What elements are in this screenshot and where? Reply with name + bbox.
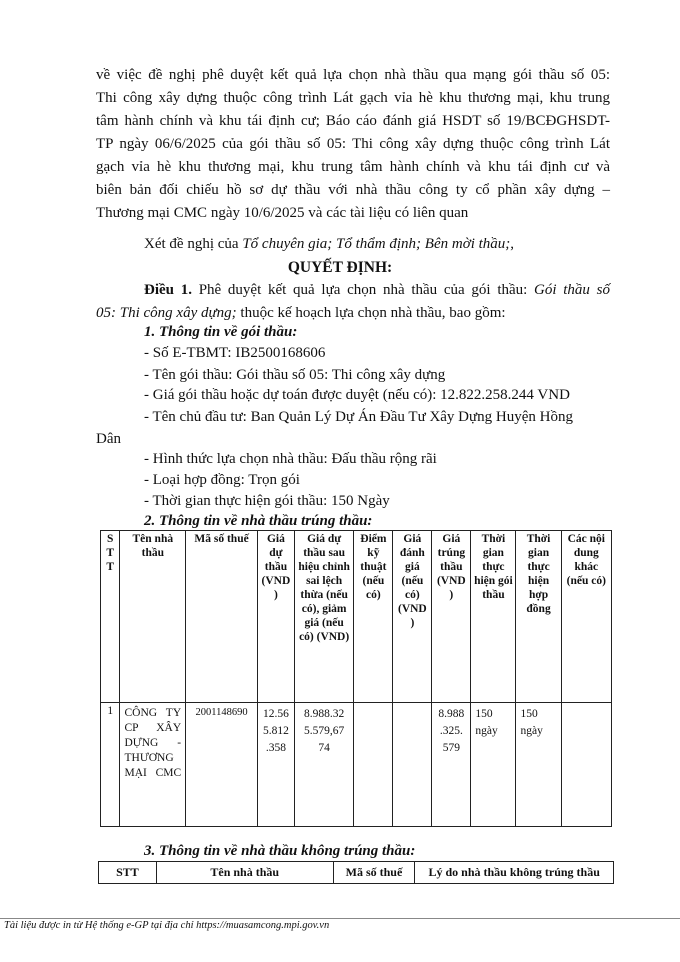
cell-time-contract: 150 ngày [516,703,561,827]
intro-line: về việc đề nghị phê duyệt kết quả lựa chọn nhà thầu qua mạng gói thầu số 05: [96,67,610,83]
section1-item: - Giá gói thầu hoặc dự toán được duyệt (nếu có): 12.822.258.244 VND [144,387,570,403]
intro-line: Thi công xây dựng thuộc công trình Lát gạch vỉa hè khu thương mại, khu trung [96,90,610,106]
cell-adjusted: 8.988.32 5.579,67 74 [294,703,354,827]
section3-title: 3. Thông tin về nhà thầu không trúng thầu: [144,843,416,859]
footer-divider [0,918,680,919]
consider-italic: Tổ chuyên gia; Tổ thẩm định; Bên mời thầu; [242,236,511,252]
table-header-row [99,862,614,884]
intro-line: gạch vỉa hè khu thương mại, khu trung tâm hành chính và khu tái định cư và [96,159,610,175]
article1-label: Điều 1. [144,282,192,298]
table-row [101,703,612,827]
header-cell: S T T [101,531,120,703]
header-cell: Giá dự thầu (VND ) [257,531,294,703]
header-cell: Tên nhà thầu [120,531,186,703]
header-cell: Giá dự thầu sau hiệu chỉnh sai lệch thừa (nếu có), giảm giá (nếu có) (VND) [294,531,354,703]
cell-eval [393,703,432,827]
section1-item: - Thời gian thực hiện gói thầu: 150 Ngày [144,493,390,509]
section1-item: - Tên gói thầu: Gói thầu số 05: Thi công xây dựng [144,367,446,383]
section1-item: - Tên chủ đầu tư: Ban Quản Lý Dự Án Đầu Tư Xây Dựng Huyện Hồng [144,409,573,425]
consider-suffix: , [510,236,515,252]
section1-item: - Hình thức lựa chọn nhà thầu: Đấu thầu rộng rãi [144,451,437,467]
header-cell: Mã số thuế [186,531,258,703]
header-cell: STT [99,862,157,884]
section1-item: - Số E-TBMT: IB2500168606 [144,345,326,361]
footer-note: Tài liệu được in từ Hệ thống e-GP tại địa chỉ https://muasamcong.mpi.gov.vn [4,920,330,931]
header-cell: Lý do nhà thầu không trúng thầu [415,862,614,884]
header-cell: Mã số thuế [333,862,415,884]
cell-tax: 2001148690 [186,703,258,827]
cell-score [354,703,393,827]
consider-line [144,233,610,256]
header-cell: Giá đánh giá (nếu có) (VND ) [393,531,432,703]
winning-bidder-table [100,530,612,827]
cell-bid: 12.56 5.812 .358 [257,703,294,827]
cell-win: 8.988 .325. 579 [432,703,471,827]
section1-title: 1. Thông tin về gói thầu: [144,324,298,340]
article1-italic1: Gói thầu số [534,282,610,298]
header-cell: Các nội dung khác (nếu có) [561,531,611,703]
cell-stt: 1 [101,703,120,827]
non-winning-bidder-table [98,861,614,884]
cell-time-package: 150 ngày [471,703,516,827]
article1-text2: thuộc kế hoạch lựa chọn nhà thầu, bao gồm: [236,305,506,321]
header-cell: Thời gian thực hiện gói thầu [471,531,516,703]
cell-name: CÔNG TY CP XÂY DỰNG - THƯƠNG MẠI CMC [120,703,186,827]
article1-italic2: 05: Thi công xây dựng; [96,305,237,321]
section1-item: - Loại hợp đồng: Trọn gói [144,472,300,488]
article1-line1 [144,279,610,302]
intro-line: biên bản đối chiếu hồ sơ dự thầu với nhà thầu công ty cổ phần xây dựng – [96,182,610,198]
header-cell: Thời gian thực hiện hợp đồng [516,531,561,703]
header-cell: Tên nhà thầu [156,862,333,884]
intro-line: Thương mại CMC ngày 10/6/2025 và các tài liệu có liên quan [96,205,469,221]
decision-heading: QUYẾT ĐỊNH: [287,259,393,276]
intro-line: TP ngày 06/6/2025 của gói thầu số 05: Thi công xây dựng thuộc công trình Lát [96,136,610,152]
header-cell: Giá trúng thầu (VND ) [432,531,471,703]
section1-item: Dân [96,431,121,447]
table-header-row [101,531,612,703]
cell-other [561,703,611,827]
header-cell: Điểm kỹ thuật (nếu có) [354,531,393,703]
section2-title: 2. Thông tin về nhà thầu trúng thầu: [144,513,373,529]
intro-line: tâm hành chính và khu tái định cư; Báo cáo đánh giá HSDT số 19/BCĐGHSDT- [96,113,610,129]
article1-text1: Phê duyệt kết quả lựa chọn nhà thầu của gói thầu: [191,282,535,298]
consider-prefix: Xét đề nghị của [144,236,243,252]
